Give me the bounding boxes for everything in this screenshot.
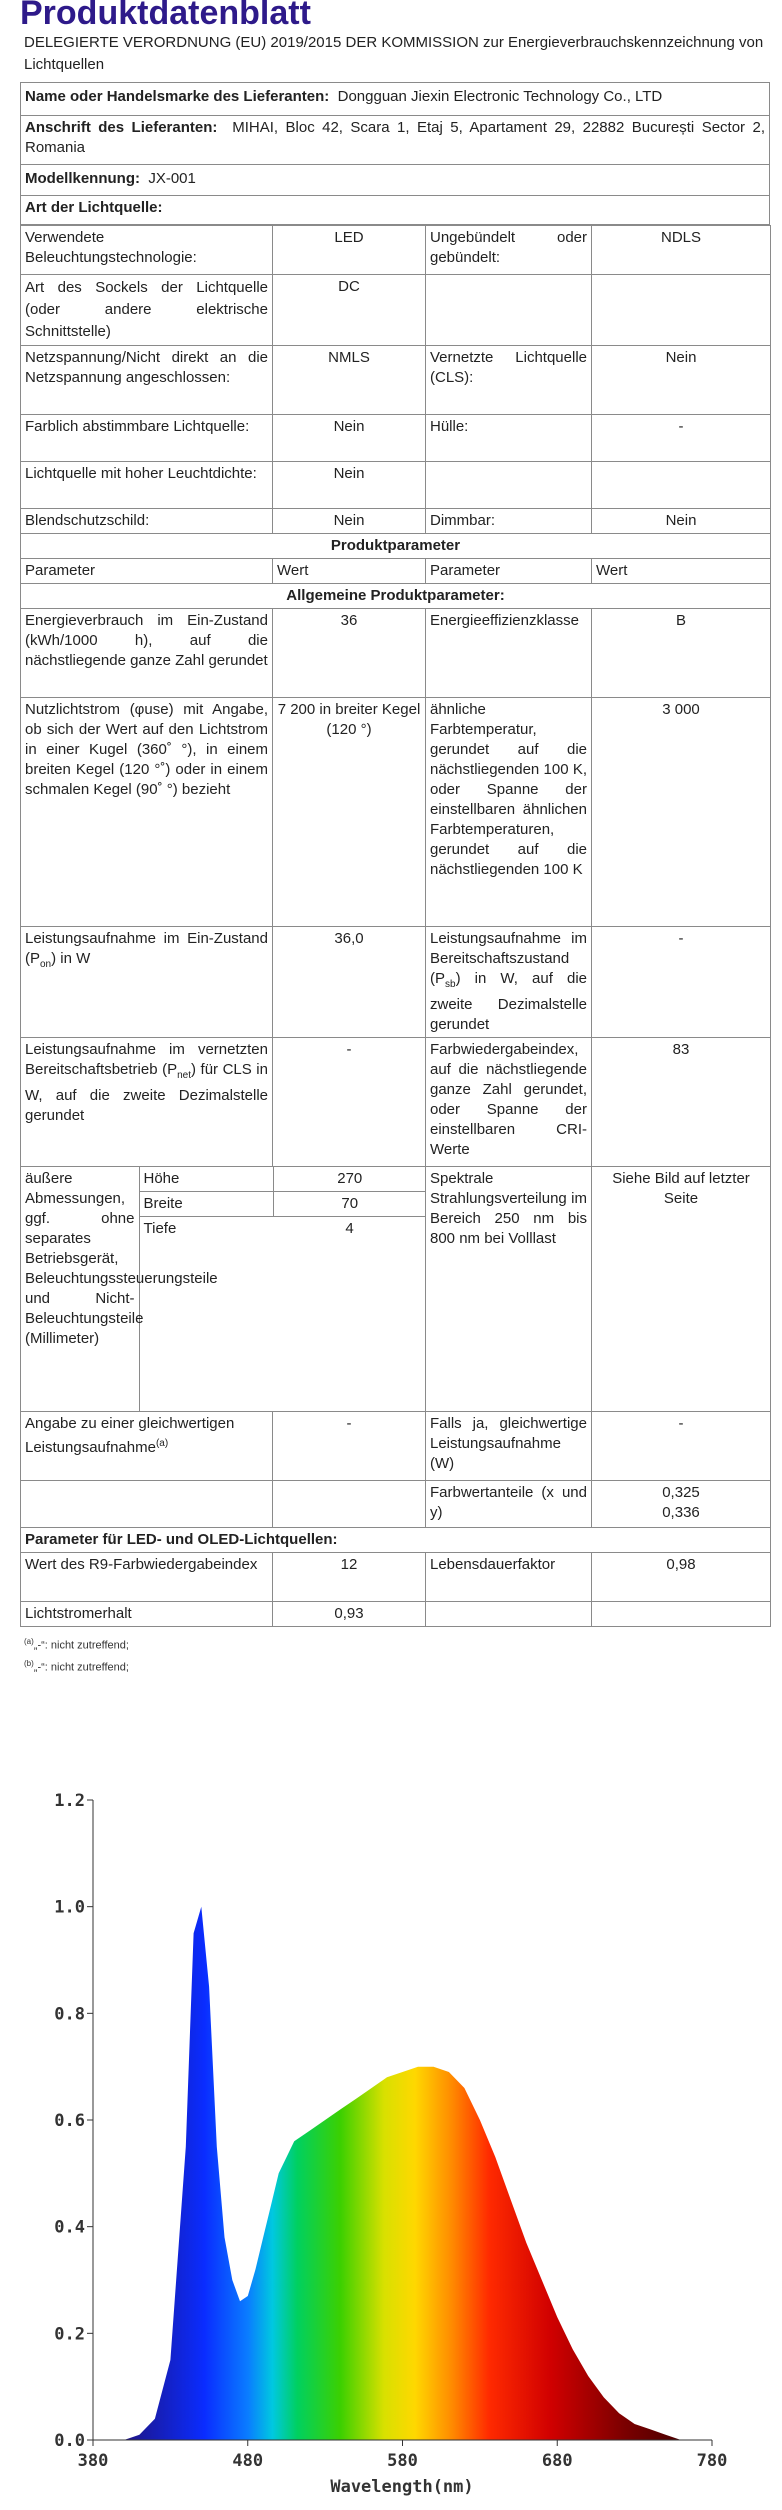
param-label: Spektrale Strahlungsverteilung im Bereich 250 nm bis 800 nm bei Volllast — [426, 1167, 592, 1412]
y-tick-label: 0.0 — [54, 2431, 85, 2451]
spectrum-area — [93, 1907, 712, 2440]
param-value: 36,0 — [273, 927, 426, 1038]
dimension-value: 4 — [273, 1217, 426, 1412]
param-value: B — [592, 609, 771, 698]
address-label: Anschrift des Lieferanten: — [25, 119, 218, 136]
type-value — [592, 275, 771, 346]
param-label: Lebensdauerfaktor — [426, 1553, 592, 1602]
dimension-value: 270 — [273, 1167, 426, 1192]
type-label — [426, 275, 592, 346]
x-ticks — [78, 2440, 728, 2471]
y-tick-label: 0.6 — [54, 2111, 85, 2131]
y-tick-label: 0.2 — [54, 2324, 85, 2345]
type-label: Art des Sockels der Lichtquelle (oder andere elektrische Schnittstelle) — [21, 275, 273, 346]
x-tick-label: 380 — [77, 2451, 109, 2471]
type-value: Nein — [273, 509, 426, 534]
x-tick-label: 480 — [232, 2451, 264, 2471]
supplier-value: Dongguan Jiexin Electronic Technology Co., LTD — [337, 88, 663, 105]
type-value: LED — [273, 226, 426, 275]
param-value: 0,98 — [592, 1553, 771, 1602]
general-params-header: Allgemeine Produktparameter: — [21, 584, 771, 609]
param-label: Angabe zu einer gleichwertigen Leistungsaufnahme$^{(a)}$ — [21, 1412, 273, 1481]
y-tick-label: 1.2 — [54, 1791, 85, 1811]
type-value: Nein — [592, 509, 771, 534]
type-value — [592, 462, 771, 509]
y-tick-label: 0.8 — [54, 2004, 85, 2025]
type-value: - — [592, 415, 771, 462]
param-value — [592, 1602, 771, 1627]
column-header: Parameter — [426, 559, 592, 584]
param-value: Siehe Bild auf letzter Seite — [592, 1167, 771, 1412]
footnote: $^{(b)}$„-“: nicht zutreffend; — [24, 1658, 129, 1674]
param-label: ähnliche Farbtemperatur, gerundet auf die nächstliegenden 100 K, oder Spanne der einstellbaren ähnlichen Farbtemperaturen, gerundet auf die nächstliegenden 100 K — [426, 698, 592, 927]
x-axis-label: Wavelength(nm) — [330, 2477, 474, 2497]
dimension-value: 70 — [273, 1192, 426, 1217]
param-value: - — [273, 1412, 426, 1481]
footnotes — [24, 1633, 770, 1676]
param-label — [426, 1602, 592, 1627]
param-value: - — [592, 927, 771, 1038]
model-label: Modellkennung: — [25, 170, 140, 187]
param-value: - — [273, 1038, 426, 1167]
address-value: MIHAI, Bloc 42, Scara 1, Etaj 5, Apartament 29, 22882 București Sector 2, Romania — [25, 119, 765, 156]
param-label: Energieverbrauch im Ein-Zustand (kWh/1000 h), auf die nächstliegende ganze Zahl gerundet — [21, 609, 273, 698]
type-label — [426, 462, 592, 509]
x-tick-label: 680 — [541, 2451, 573, 2471]
plot-area — [93, 1907, 712, 2440]
spectrum-chart — [0, 1770, 782, 2510]
param-value: 12 — [273, 1553, 426, 1602]
type-value: DC — [273, 275, 426, 346]
param-label: Leistungsaufnahme im Bereitschaftszustand $(P_{sb})$ in W, auf die zweite Dezimalstelle gerundet — [426, 927, 592, 1038]
dimensions-label: äußere Abmessungen, ggf. ohne separates Betriebsgerät, Beleuchtungssteuerungsteile und Nicht-Beleuchtungsteile (Millimeter) — [21, 1167, 139, 1411]
param-label: Energieeffizienzklasse — [426, 609, 592, 698]
type-table — [20, 225, 771, 1627]
x-tick-label: 580 — [387, 2451, 418, 2471]
param-label: Wert des R9-Farbwiedergabeindex — [21, 1553, 273, 1602]
dimension-name: Breite — [139, 1192, 273, 1217]
param-label: Lichtstromerhalt — [21, 1602, 273, 1627]
type-label: Dimmbar: — [426, 509, 592, 534]
type-value: Nein — [273, 415, 426, 462]
page-title: Produktdatenblatt — [20, 0, 311, 26]
param-label: Falls ja, gleichwertige Leistungsaufnahme (W) — [426, 1412, 592, 1481]
y-tick-label: 1.0 — [54, 1897, 85, 1918]
type-label: Vernetzte Lichtquelle (CLS): — [426, 346, 592, 415]
led-params-header: Parameter für LED- und OLED-Lichtquellen: — [21, 1528, 771, 1553]
model-value: JX-001 — [148, 170, 196, 187]
footnote: $^{(a)}$„-“: nicht zutreffend; — [24, 1637, 129, 1652]
column-header: Wert — [273, 559, 426, 584]
param-label: Nutzlichtstrom (φuse) mit Angabe, ob sich der Wert auf den Lichtstrom in einer Kugel (360˚ °), in einem breiten Kegel (120 °˚) oder in einem schmalen Kegel (90˚ °) bezieht — [21, 698, 273, 927]
type-label: Ungebündelt oder gebündelt: — [426, 226, 592, 275]
param-value: - — [592, 1412, 771, 1481]
param-label: Farbwertanteile (x und y) — [426, 1481, 592, 1528]
param-value: 36 — [273, 609, 426, 698]
param-value — [273, 1481, 426, 1528]
x-tick-label: 780 — [696, 2451, 728, 2471]
type-label: Verwendete Beleuchtungstechnologie: — [21, 226, 273, 275]
type-value: NDLS — [592, 226, 771, 275]
y-ticks — [54, 1791, 93, 2451]
regulation-text: DELEGIERTE VERORDNUNG (EU) 2019/2015 DER KOMMISSION zur Energieverbrauchskennzeichnung von Lichtquellen — [24, 34, 764, 73]
type-header: Art der Lichtquelle: — [21, 196, 770, 225]
param-value: 3 000 — [592, 698, 771, 927]
column-header: Wert — [592, 559, 771, 584]
param-label — [21, 1481, 273, 1528]
column-header: Parameter — [21, 559, 273, 584]
param-value: 0,325 0,336 — [592, 1481, 771, 1528]
type-value: NMLS — [273, 346, 426, 415]
type-label: Hülle: — [426, 415, 592, 462]
type-value: Nein — [592, 346, 771, 415]
type-label: Lichtquelle mit hoher Leuchtdichte: — [21, 462, 273, 509]
param-label: Leistungsaufnahme im vernetzten Bereitschaftsbetrieb $(P_{net})$ für CLS in W, auf die zweite Dezimalstelle gerundet — [21, 1038, 273, 1167]
product-params-header: Produktparameter — [21, 534, 771, 559]
type-label: Farblich abstimmbare Lichtquelle: — [21, 415, 273, 462]
type-value: Nein — [273, 462, 426, 509]
dimension-name: Höhe — [139, 1167, 273, 1192]
dimension-name: Tiefe — [139, 1217, 273, 1412]
datasheet — [20, 0, 770, 1676]
param-value: 7 200 in breiter Kegel (120 °) — [273, 698, 426, 927]
y-tick-label: 0.4 — [54, 2217, 85, 2238]
param-value: 0,93 — [273, 1602, 426, 1627]
param-label: Leistungsaufnahme im Ein-Zustand $(P_{on})$ in W — [21, 927, 273, 1038]
supplier-label: Name oder Handelsmarke des Lieferanten: — [25, 88, 330, 105]
param-value: 83 — [592, 1038, 771, 1167]
header-table — [20, 82, 770, 225]
param-label: Farbwiedergabeindex, auf die nächstliegende ganze Zahl gerundet, oder Spanne der einstellbaren CRI-Werte — [426, 1038, 592, 1167]
dimensions-table — [21, 1167, 426, 1411]
type-label: Netzspannung/Nicht direkt an die Netzspannung angeschlossen: — [21, 346, 273, 415]
type-label: Blendschutzschild: — [21, 509, 273, 534]
